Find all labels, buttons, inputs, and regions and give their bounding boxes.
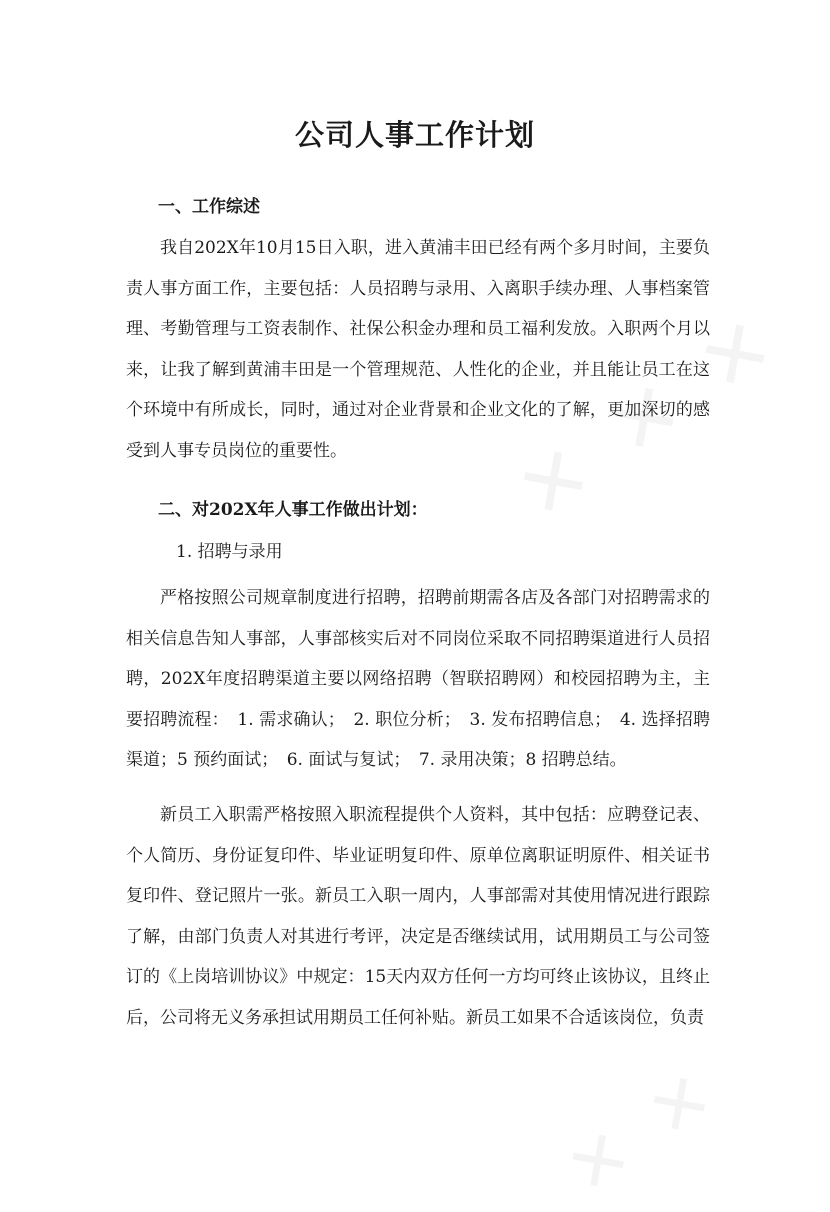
- section-2-heading: 二、对202X年人事工作做出计划：: [158, 500, 428, 520]
- subsection-1-paragraph-2: 新员工入职需严格按照入职流程提供个人资料，其中包括：应聘登记表、个人简历、身份证复印件、毕业证明复印件、原单位离职证明原件、相关证书复印件、登记照片一张。新员工入职一周内，人事部需对其使用情况进行跟踪了解，由部门负责人对其进行考评，决定是否继续试用，试用期员工与公司签订的《上岗培训协议》中规定：15天内双方任何一方均可终止该协议，且终止后，公司将无义务承担试用期员工任何补贴。新员工如果不合适该岗位，负责: [126, 805, 710, 1028]
- subsection-1-paragraph-1: 严格按照公司规章制度进行招聘，招聘前期需各店及各部门对招聘需求的相关信息告知人事部，人事部核实后对不同岗位采取不同招聘渠道进行人员招聘，202X年度招聘渠道主要以网络招聘（智联招聘网）和校园招聘为主，主要招聘流程： 1. 需求确认； 2. 职位分析； 3. 发布招聘信息； 4. 选择招聘渠道；5 预约面试； 6. 面试与复试； 7. 录用决策；8 招聘总结。: [126, 588, 710, 770]
- section-1-body: 我自202X年10月15日入职，进入黄浦丰田已经有两个多月时间，主要负责人事方面工作，主要包括：人员招聘与录用、入离职手续办理、人事档案管理、考勤管理与工资表制作、社保公积金办理和员工福利发放。入职两个月以来，让我了解到黄浦丰田是一个管理规范、人性化的企业，并且能让员工在这个环境中有所成长，同时，通过对企业背景和企业文化的了解，更加深切的感受到人事专员岗位的重要性。: [126, 238, 710, 461]
- page-title: 公司人事工作计划: [294, 118, 535, 152]
- watermark: [551, 1050, 734, 1212]
- subsection-1-heading: 1. 招聘与录用: [176, 542, 283, 562]
- section-1-heading: 一、工作综述: [158, 197, 260, 217]
